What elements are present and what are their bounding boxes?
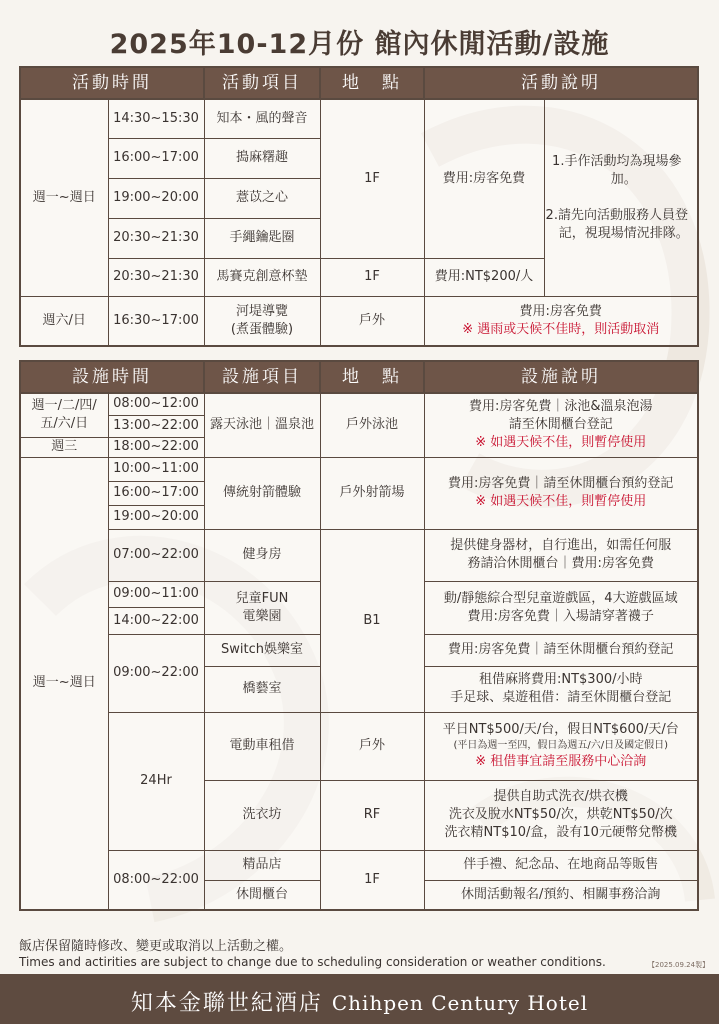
facility-desc-line: 洗衣精NT$10/盒，設有10元硬幣兌幣機 [444,825,677,840]
facility-time: 16:00~17:00 [108,481,204,505]
facility-desc-line: 提供健身器材，自行進出，如需任何服 [450,538,672,553]
facility-warning: ※ 如遇天候不佳，則暫停使用 [475,435,647,451]
facility-item: 精品店 [204,850,320,880]
facility-place: 1F [320,850,424,910]
facility-place: 戶外射箭場 [320,457,424,529]
hotel-name-en: Chihpen Century Hotel [331,991,589,1015]
facility-desc-line: 動/靜態綜合型兒童遊戲區，4大遊戲區域 [443,590,678,606]
facility-time: 09:00~11:00 [108,581,204,607]
activity-time: 14:30~15:30 [108,99,204,138]
footer-print-date: 【2025.09.24製】 [648,961,710,969]
facility-time: 14:00~22:00 [108,607,204,634]
facility-item: 健身房 [204,529,320,581]
facilities-table [19,360,699,911]
activity-item: 知本・風的聲音 [204,99,320,138]
facility-time: 18:00~22:00 [108,437,204,457]
facility-day-line: 五/六/日 [40,416,89,432]
activity-fee: 費用:房客免費 [424,99,544,258]
activity-fee: 費用:房客免費 [519,303,602,319]
facility-desc: 伴手禮、紀念品、在地商品等販售 [424,850,698,880]
facility-time: 07:00~22:00 [108,529,204,581]
facility-desc [424,529,698,581]
activity-time: 19:00~20:00 [108,178,204,218]
activity-note-2: 2.請先向活動服務人員登記，視現場情況排隊。 [545,207,689,241]
activity-note-1: 1.手作活動均為現場參加。 [552,153,682,187]
header-activity-desc: 活動說明 [424,67,698,99]
facility-item: 電動車租借 [204,712,320,780]
facility-item: 洗衣坊 [204,780,320,850]
activity-warning: ※ 遇雨或天候不佳時，則活動取消 [462,321,660,337]
header-activity-place: 地 點 [320,67,424,99]
facility-item: 休閒櫃台 [204,880,320,910]
page-title: 2025年10-12月份 館內休閒活動/設施 [109,29,610,60]
header-facility-desc: 設施說明 [424,361,698,393]
activity-day-cell: 週六/日 [20,296,108,346]
facility-desc [424,712,698,780]
footer-note-zh: 飯店保留隨時修改、變更或取消以上活動之權。 [19,939,293,954]
header-activity-time: 活動時間 [20,67,204,99]
hotel-name [0,986,719,1017]
facility-time: 08:00~12:00 [108,393,204,415]
facility-desc [424,457,698,529]
facility-day-cell: 週一~週日 [20,457,108,910]
activity-day-cell: 週一~週日 [20,99,108,296]
header-facility-time: 設施時間 [20,361,204,393]
facility-desc-line: 洗衣及脫水NT$50/次，烘乾NT$50/次 [448,807,673,822]
facility-item-line: 電樂園 [242,608,282,624]
facility-place: RF [320,780,424,850]
activity-notes [544,99,698,296]
facility-time: 19:00~20:00 [108,505,204,529]
facility-desc [424,393,698,457]
facility-place: 戶外泳池 [320,393,424,457]
hotel-name-zh: 知本金聯世紀酒店 [130,991,323,1016]
facility-desc-line: 平日NT$500/天/台，假日NT$600/天/台 [442,722,679,737]
facility-day-line: 週一/二/四/ [31,398,97,414]
activity-time: 20:30~21:30 [108,218,204,258]
facility-desc-note: (平日為週一至四，假日為週五/六/日及國定假日) [453,740,669,751]
facility-place: 戶外 [320,712,424,780]
activity-time: 20:30~21:30 [108,258,204,296]
facility-time: 08:00~22:00 [108,850,204,910]
facility-time: 10:00~11:00 [108,457,204,481]
facility-desc-line: 費用:房客免費｜入場請穿著襪子 [467,608,654,624]
facility-item-line: 兒童FUN [235,590,289,606]
facility-desc: 費用:房客免費｜請至休閒櫃台預約登記 [424,634,698,666]
activity-place: 1F [320,99,424,258]
facility-desc [424,780,698,850]
facility-item [204,581,320,634]
facility-desc-line: 請至休閒櫃台登記 [508,417,613,433]
facility-place: B1 [320,529,424,712]
activities-table [19,66,699,347]
facility-time: 13:00~22:00 [108,415,204,437]
header-activity-item: 活動項目 [204,67,320,99]
facility-day-cell [20,393,108,437]
activity-desc [424,296,698,346]
facility-time: 09:00~22:00 [108,634,204,712]
facility-item: 傳統射箭體驗 [204,457,320,529]
activity-place: 1F [320,258,424,296]
facility-desc-line: 提供自助式洗衣/烘衣機 [493,789,628,804]
facility-time: 24Hr [108,712,204,850]
activity-time: 16:00~17:00 [108,138,204,178]
facility-desc-line: 租借麻將費用:NT$300/小時 [478,672,643,687]
facility-desc [424,666,698,712]
activity-item-line: 河堤導覽 [235,303,288,319]
facility-desc-line: 費用:房客免費｜泳池&溫泉泡湯 [468,399,653,415]
facility-warning: ※ 租借事宜請至服務中心洽詢 [475,754,647,769]
activity-item [204,296,320,346]
header-facility-place: 地 點 [320,361,424,393]
activity-time: 16:30~17:00 [108,296,204,346]
facility-item: Switch娛樂室 [204,634,320,666]
activity-item: 手繩鑰匙圈 [204,218,320,258]
facility-desc: 休閒活動報名/預約、相關事務洽詢 [424,880,698,910]
facility-day-cell: 週三 [20,437,108,457]
footer-note-en: Times and actirities are subject to change due to scheduling consideration or weather conditions. [19,955,606,969]
activity-item: 薏苡之心 [204,178,320,218]
facility-desc-line: 務請洽休閒櫃台｜費用:房客免費 [467,556,654,571]
facility-desc-line: 費用:房客免費｜請至休閒櫃台預約登記 [448,476,674,491]
activity-item: 馬賽克創意杯墊 [204,258,320,296]
activity-item-line: (煮蛋體驗) [230,321,294,337]
activity-item: 搗麻糬趣 [204,138,320,178]
activity-place: 戶外 [320,296,424,346]
facility-desc [424,581,698,634]
facility-desc-line: 手足球、桌遊租借：請至休閒櫃台登記 [450,690,672,705]
facility-warning: ※ 如遇天候不佳，則暫停使用 [475,494,647,509]
header-facility-item: 設施項目 [204,361,320,393]
activity-fee: 費用:NT$200/人 [424,258,544,296]
facility-item: 露天泳池｜溫泉池 [204,393,320,457]
facility-item: 橋藝室 [204,666,320,712]
